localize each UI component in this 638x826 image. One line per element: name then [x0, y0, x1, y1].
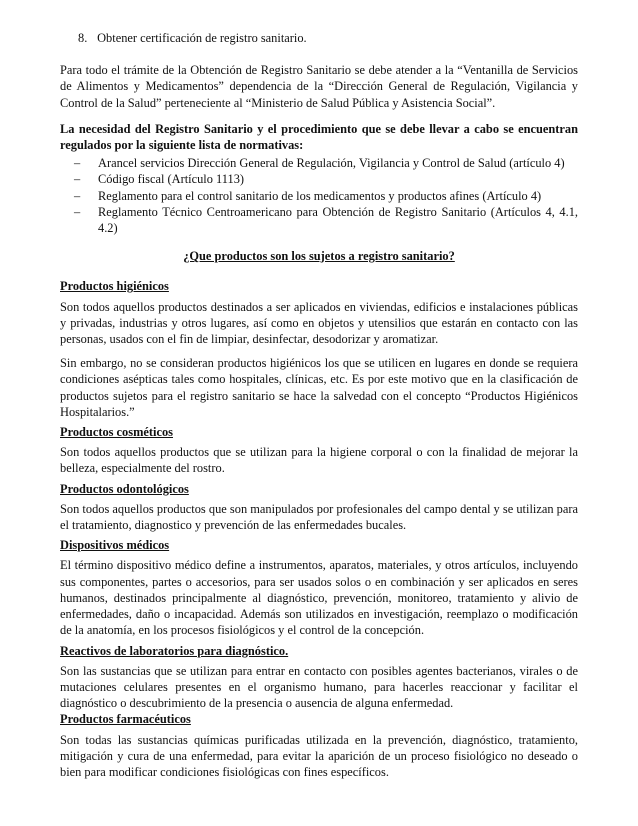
- dash-bullet-icon: –: [74, 188, 81, 203]
- paragraph-farmaceuticos: Son todas las sustancias químicas purificadas utilizada en la prevención, diagnóstico, tratamiento, mitigación y cura de una enfermedad, para evitar la aparición de un proceso fisiológico no deseado o bien para modificar condiciones fisiológicas con fines específicos.: [60, 732, 578, 779]
- numbered-list-item: [60, 30, 578, 46]
- section-title: ¿Que productos son los sujetos a registro sanitario?: [183, 249, 455, 264]
- norms-intro: La necesidad del Registro Sanitario y el procedimiento que se debe llevar a cabo se encuentran regulados por la siguiente lista de normativas:: [60, 121, 578, 153]
- dash-bullet-icon: –: [74, 204, 81, 219]
- heading-higienicos: Productos higiénicos: [60, 279, 169, 294]
- paragraph-dispositivos: El término dispositivo médico define a instrumentos, aparatos, materiales, y otros artículos, incluyendo sus componentes, partes o accesorios, para ser usados solos o en combinación y ser aplicados en seres humanos, destinados principalmente al diagnóstico, prevención, monitoreo, tratamiento y alivio de enfermedades, daño o incapacidad. Además son utilizados en investigación, reemplazo o modificación de la anatomía, en los procesos fisiológicos y el control de la concepción.: [60, 558, 578, 638]
- dash-bullet-icon: –: [74, 172, 81, 187]
- heading-farmaceuticos: Productos farmacéuticos: [60, 712, 191, 727]
- paragraph-higienicos-2: Sin embargo, no se consideran productos higiénicos los que se utilicen en lugares en donde se requiera condiciones asépticas tales como hospitales, clínicas, etc. Es por este motivo que en la clasificación de productos sujetos para el registro sanitario se hace la salvedad con el concepto “Productos Higiénicos Hospitalarios.”: [60, 356, 578, 419]
- heading-dispositivos: Dispositivos médicos: [60, 538, 170, 553]
- paragraph-higienicos-1: Son todos aquellos productos destinados a ser aplicados en viviendas, edificios e instalaciones públicas y privadas, industrias y otros lugares, así como en objetos y utensilios que estarán en contacto con las personas, usados con el fin de limpiar, desinfectar, desodorizar y aromatizar.: [60, 299, 578, 347]
- document-page: [60, 22, 578, 780]
- norms-list: [60, 155, 578, 236]
- heading-reactivos: Reactivos de laboratorios para diagnóstico.: [60, 643, 289, 658]
- paragraph-cosmeticos: Son todos aquellos productos que se utilizan para la higiene corporal o con la finalidad de mejorar la belleza, especialmente del rostro.: [60, 445, 578, 476]
- paragraph-odontologicos: Son todos aquellos productos que son manipulados por profesionales del campo dental y se utilizan para el tratamiento, diagnostico y prevención de las enfermedades bucales.: [60, 501, 578, 533]
- list-item: – Reglamento Técnico Centroamericano para Obtención de Registro Sanitario (Artículos 4, 4.1, 4.2): [74, 204, 578, 236]
- list-item: – Reglamento para el control sanitario de los medicamentos y productos afines (Artículo 4): [74, 188, 542, 203]
- list-item: – Código fiscal (Artículo 1113): [74, 172, 245, 187]
- list-number: 8.: [78, 31, 88, 45]
- dash-bullet-icon: –: [74, 156, 81, 171]
- heading-odontologicos: Productos odontológicos: [60, 481, 189, 496]
- paragraph-reactivos: Son las sustancias que se utilizan para entrar en contacto con posibles agentes bacterianos, virales o de mutaciones celulares presentes en el organismo humano, para hacerles reaccionar y facilitar el diagnóstico o descubrimiento de la presencia o ausencia de alguna enfermedad.: [60, 663, 578, 711]
- list-item-text: Obtener certificación de registro sanitario.: [97, 31, 307, 45]
- intro-paragraph: Para todo el trámite de la Obtención de Registro Sanitario se debe atender a la “Ventanilla de Servicios de Alimentos y Medicamentos” dependencia de la “Dirección General de Regulación, Vigilancia y Control de la Salud” perteneciente al “Ministerio de Salud Pública y Asistencia Social”.: [60, 63, 578, 110]
- heading-cosmeticos: Productos cosméticos: [60, 425, 173, 440]
- list-item: – Arancel servicios Dirección General de Regulación, Vigilancia y Control de Salud (artículo 4): [74, 156, 565, 171]
